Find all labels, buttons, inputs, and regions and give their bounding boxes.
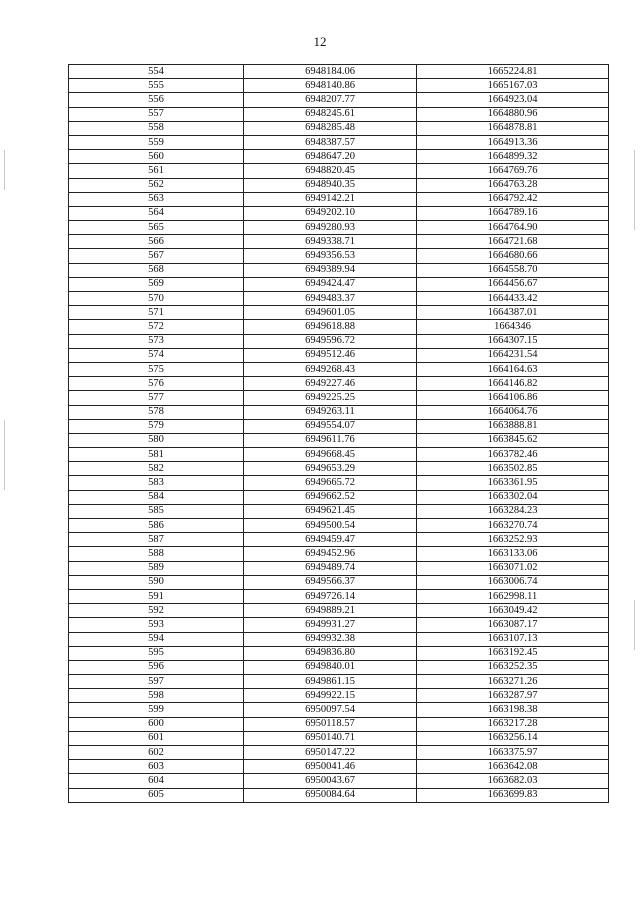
point-number-cell: 578: [69, 405, 244, 419]
table-row: [69, 263, 609, 277]
table-row: [69, 107, 609, 121]
point-number-cell: 572: [69, 320, 244, 334]
y-coordinate-cell: 1664878.81: [417, 121, 609, 135]
x-coordinate-cell: 6949338.71: [244, 235, 417, 249]
point-number-cell: 586: [69, 519, 244, 533]
table-row: [69, 79, 609, 93]
y-coordinate-cell: 1663642.08: [417, 760, 609, 774]
point-number-cell: 588: [69, 547, 244, 561]
x-coordinate-cell: 6950097.54: [244, 703, 417, 717]
table-row: [69, 192, 609, 206]
table-row: [69, 703, 609, 717]
x-coordinate-cell: 6949618.88: [244, 320, 417, 334]
table-row: [69, 490, 609, 504]
table-row: [69, 689, 609, 703]
y-coordinate-cell: 1663699.83: [417, 788, 609, 802]
x-coordinate-cell: 6949611.76: [244, 433, 417, 447]
table-row: [69, 121, 609, 135]
x-coordinate-cell: 6949668.45: [244, 448, 417, 462]
table-row: [69, 306, 609, 320]
x-coordinate-cell: 6949922.15: [244, 689, 417, 703]
point-number-cell: 597: [69, 675, 244, 689]
point-number-cell: 591: [69, 589, 244, 603]
table-row: [69, 93, 609, 107]
point-number-cell: 574: [69, 348, 244, 362]
point-number-cell: 567: [69, 249, 244, 263]
table-row: [69, 788, 609, 802]
x-coordinate-cell: 6949931.27: [244, 618, 417, 632]
y-coordinate-cell: 1662998.11: [417, 589, 609, 603]
point-number-cell: 576: [69, 377, 244, 391]
table-row: [69, 632, 609, 646]
y-coordinate-cell: 1665167.03: [417, 79, 609, 93]
table-row: [69, 504, 609, 518]
table-row: [69, 760, 609, 774]
point-number-cell: 580: [69, 433, 244, 447]
point-number-cell: 583: [69, 476, 244, 490]
y-coordinate-cell: 1664913.36: [417, 135, 609, 149]
table-row: [69, 221, 609, 235]
table-row: [69, 561, 609, 575]
x-coordinate-cell: 6950041.46: [244, 760, 417, 774]
table-row: [69, 575, 609, 589]
point-number-cell: 559: [69, 135, 244, 149]
x-coordinate-cell: 6948140.86: [244, 79, 417, 93]
x-coordinate-cell: 6949489.74: [244, 561, 417, 575]
y-coordinate-cell: 1664763.28: [417, 178, 609, 192]
point-number-cell: 603: [69, 760, 244, 774]
table-row: [69, 334, 609, 348]
point-number-cell: 573: [69, 334, 244, 348]
table-row: [69, 164, 609, 178]
x-coordinate-cell: 6948940.35: [244, 178, 417, 192]
y-coordinate-cell: 1664899.32: [417, 150, 609, 164]
x-coordinate-cell: 6949836.80: [244, 646, 417, 660]
table-row: [69, 135, 609, 149]
x-coordinate-cell: 6950147.22: [244, 746, 417, 760]
y-coordinate-cell: 1663217.28: [417, 717, 609, 731]
x-coordinate-cell: 6949861.15: [244, 675, 417, 689]
table-row: [69, 462, 609, 476]
x-coordinate-cell: 6948647.20: [244, 150, 417, 164]
y-coordinate-cell: 1664433.42: [417, 292, 609, 306]
x-coordinate-cell: 6949389.94: [244, 263, 417, 277]
table-row: [69, 249, 609, 263]
point-number-cell: 569: [69, 277, 244, 291]
table-row: [69, 675, 609, 689]
y-coordinate-cell: 1663252.35: [417, 660, 609, 674]
y-coordinate-cell: 1663006.74: [417, 575, 609, 589]
table-row: [69, 589, 609, 603]
table-row: [69, 292, 609, 306]
y-coordinate-cell: 1664923.04: [417, 93, 609, 107]
point-number-cell: 602: [69, 746, 244, 760]
table-row: [69, 391, 609, 405]
x-coordinate-cell: 6949452.96: [244, 547, 417, 561]
y-coordinate-cell: 1664880.96: [417, 107, 609, 121]
point-number-cell: 563: [69, 192, 244, 206]
point-number-cell: 558: [69, 121, 244, 135]
y-coordinate-cell: 1664721.68: [417, 235, 609, 249]
table-row: [69, 533, 609, 547]
left-edge-mark: [4, 420, 5, 490]
x-coordinate-cell: 6950118.57: [244, 717, 417, 731]
x-coordinate-cell: 6949566.37: [244, 575, 417, 589]
right-edge-mark: [634, 600, 635, 650]
point-number-cell: 570: [69, 292, 244, 306]
y-coordinate-cell: 1663302.04: [417, 490, 609, 504]
point-number-cell: 592: [69, 604, 244, 618]
table-row: [69, 476, 609, 490]
y-coordinate-cell: 1664346: [417, 320, 609, 334]
table-row: [69, 731, 609, 745]
y-coordinate-cell: 1663256.14: [417, 731, 609, 745]
point-number-cell: 560: [69, 150, 244, 164]
x-coordinate-cell: 6949889.21: [244, 604, 417, 618]
point-number-cell: 584: [69, 490, 244, 504]
x-coordinate-cell: 6950140.71: [244, 731, 417, 745]
y-coordinate-cell: 1663782.46: [417, 448, 609, 462]
point-number-cell: 589: [69, 561, 244, 575]
point-number-cell: 593: [69, 618, 244, 632]
point-number-cell: 557: [69, 107, 244, 121]
y-coordinate-cell: 1664106.86: [417, 391, 609, 405]
y-coordinate-cell: 1663270.74: [417, 519, 609, 533]
x-coordinate-cell: 6949662.52: [244, 490, 417, 504]
x-coordinate-cell: 6949268.43: [244, 362, 417, 376]
table-row: [69, 235, 609, 249]
table-row: [69, 377, 609, 391]
point-number-cell: 587: [69, 533, 244, 547]
y-coordinate-cell: 1664456.67: [417, 277, 609, 291]
table-row: [69, 646, 609, 660]
table-row: [69, 618, 609, 632]
y-coordinate-cell: 1663502.85: [417, 462, 609, 476]
x-coordinate-cell: 6949653.29: [244, 462, 417, 476]
y-coordinate-cell: 1664680.66: [417, 249, 609, 263]
point-number-cell: 579: [69, 419, 244, 433]
x-coordinate-cell: 6949601.05: [244, 306, 417, 320]
table-row: [69, 519, 609, 533]
table-row: [69, 362, 609, 376]
y-coordinate-cell: 1663888.81: [417, 419, 609, 433]
point-number-cell: 561: [69, 164, 244, 178]
point-number-cell: 556: [69, 93, 244, 107]
y-coordinate-cell: 1663107.13: [417, 632, 609, 646]
x-coordinate-cell: 6949263.11: [244, 405, 417, 419]
table-row: [69, 433, 609, 447]
y-coordinate-cell: 1663049.42: [417, 604, 609, 618]
y-coordinate-cell: 1663682.03: [417, 774, 609, 788]
point-number-cell: 577: [69, 391, 244, 405]
table-row: [69, 448, 609, 462]
table-row: [69, 405, 609, 419]
left-edge-mark: [4, 150, 5, 190]
y-coordinate-cell: 1664307.15: [417, 334, 609, 348]
x-coordinate-cell: 6950043.67: [244, 774, 417, 788]
table-row: [69, 320, 609, 334]
point-number-cell: 555: [69, 79, 244, 93]
x-coordinate-cell: 6949932.38: [244, 632, 417, 646]
x-coordinate-cell: 6949512.46: [244, 348, 417, 362]
y-coordinate-cell: 1664558.70: [417, 263, 609, 277]
right-edge-mark: [634, 150, 635, 230]
point-number-cell: 598: [69, 689, 244, 703]
table-row: [69, 660, 609, 674]
x-coordinate-cell: 6949424.47: [244, 277, 417, 291]
x-coordinate-cell: 6948387.57: [244, 135, 417, 149]
table-row: [69, 419, 609, 433]
point-number-cell: 565: [69, 221, 244, 235]
x-coordinate-cell: 6949554.07: [244, 419, 417, 433]
x-coordinate-cell: 6949459.47: [244, 533, 417, 547]
table-row: [69, 746, 609, 760]
point-number-cell: 568: [69, 263, 244, 277]
point-number-cell: 562: [69, 178, 244, 192]
table-row: [69, 547, 609, 561]
point-number-cell: 600: [69, 717, 244, 731]
table-row: [69, 277, 609, 291]
point-number-cell: 596: [69, 660, 244, 674]
x-coordinate-cell: 6949225.25: [244, 391, 417, 405]
x-coordinate-cell: 6948285.48: [244, 121, 417, 135]
x-coordinate-cell: 6949142.21: [244, 192, 417, 206]
point-number-cell: 605: [69, 788, 244, 802]
y-coordinate-cell: 1664769.76: [417, 164, 609, 178]
point-number-cell: 581: [69, 448, 244, 462]
page-number: 12: [313, 34, 327, 49]
y-coordinate-cell: 1664164.63: [417, 362, 609, 376]
table-row: [69, 348, 609, 362]
x-coordinate-cell: 6949726.14: [244, 589, 417, 603]
x-coordinate-cell: 6950084.64: [244, 788, 417, 802]
y-coordinate-cell: 1663284.23: [417, 504, 609, 518]
point-number-cell: 566: [69, 235, 244, 249]
y-coordinate-cell: 1663198.38: [417, 703, 609, 717]
point-number-cell: 575: [69, 362, 244, 376]
table-row: [69, 150, 609, 164]
x-coordinate-cell: 6948207.77: [244, 93, 417, 107]
y-coordinate-cell: 1664792.42: [417, 192, 609, 206]
point-number-cell: 585: [69, 504, 244, 518]
x-coordinate-cell: 6949356.53: [244, 249, 417, 263]
y-coordinate-cell: 1663271.26: [417, 675, 609, 689]
y-coordinate-cell: 1663252.93: [417, 533, 609, 547]
y-coordinate-cell: 1663087.17: [417, 618, 609, 632]
table-row: [69, 178, 609, 192]
x-coordinate-cell: 6949621.45: [244, 504, 417, 518]
y-coordinate-cell: 1664789.16: [417, 206, 609, 220]
point-number-cell: 590: [69, 575, 244, 589]
x-coordinate-cell: 6949500.54: [244, 519, 417, 533]
y-coordinate-cell: 1664064.76: [417, 405, 609, 419]
table-row: [69, 65, 609, 79]
x-coordinate-cell: 6949202.10: [244, 206, 417, 220]
x-coordinate-cell: 6949665.72: [244, 476, 417, 490]
coordinates-table-body: [69, 65, 609, 803]
y-coordinate-cell: 1663375.97: [417, 746, 609, 760]
x-coordinate-cell: 6949483.37: [244, 292, 417, 306]
x-coordinate-cell: 6949227.46: [244, 377, 417, 391]
point-number-cell: 571: [69, 306, 244, 320]
y-coordinate-cell: 1664764.90: [417, 221, 609, 235]
point-number-cell: 554: [69, 65, 244, 79]
x-coordinate-cell: 6949596.72: [244, 334, 417, 348]
y-coordinate-cell: 1664231.54: [417, 348, 609, 362]
y-coordinate-cell: 1664387.01: [417, 306, 609, 320]
y-coordinate-cell: 1663133.06: [417, 547, 609, 561]
point-number-cell: 599: [69, 703, 244, 717]
x-coordinate-cell: 6949280.93: [244, 221, 417, 235]
y-coordinate-cell: 1663361.95: [417, 476, 609, 490]
x-coordinate-cell: 6948820.45: [244, 164, 417, 178]
y-coordinate-cell: 1663192.45: [417, 646, 609, 660]
y-coordinate-cell: 1663071.02: [417, 561, 609, 575]
table-row: [69, 774, 609, 788]
point-number-cell: 594: [69, 632, 244, 646]
point-number-cell: 582: [69, 462, 244, 476]
table-row: [69, 604, 609, 618]
y-coordinate-cell: 1665224.81: [417, 65, 609, 79]
table-row: [69, 206, 609, 220]
point-number-cell: 604: [69, 774, 244, 788]
x-coordinate-cell: 6949840.01: [244, 660, 417, 674]
coordinates-table: [68, 64, 609, 803]
point-number-cell: 601: [69, 731, 244, 745]
y-coordinate-cell: 1664146.82: [417, 377, 609, 391]
y-coordinate-cell: 1663845.62: [417, 433, 609, 447]
point-number-cell: 564: [69, 206, 244, 220]
point-number-cell: 595: [69, 646, 244, 660]
x-coordinate-cell: 6948245.61: [244, 107, 417, 121]
x-coordinate-cell: 6948184.06: [244, 65, 417, 79]
table-row: [69, 717, 609, 731]
y-coordinate-cell: 1663287.97: [417, 689, 609, 703]
